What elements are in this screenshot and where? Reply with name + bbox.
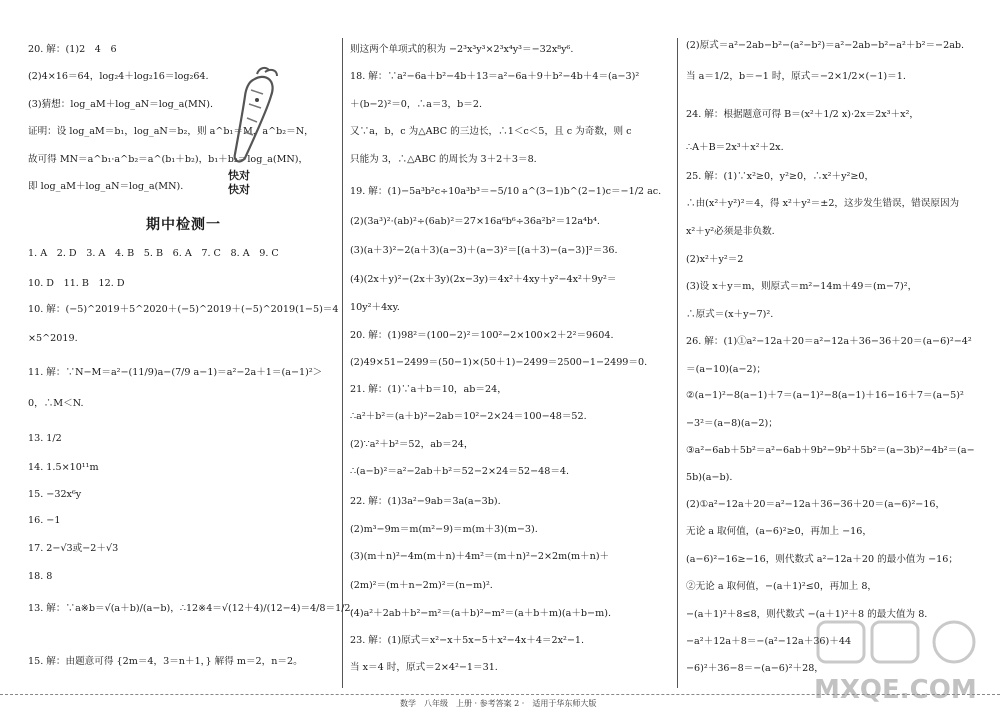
answer-line: 只能为 3，∴△ABC 的周长为 3＋2＋3＝8. xyxy=(350,154,537,165)
column-divider-left xyxy=(342,38,343,688)
answer-line: 14. 1.5×10¹¹m xyxy=(28,462,99,473)
column-divider-right xyxy=(677,38,678,688)
answer-line: ∴a²＋b²＝(a＋b)²−2ab＝10²−2×24＝100−48＝52. xyxy=(350,411,587,422)
answer-line: ∴由(x²＋y²)²＝4，得 x²＋y²＝±2，这步发生错误，错误原因为 xyxy=(686,198,960,209)
answer-line: ＋(b−2)²＝0，∴a＝3，b＝2. xyxy=(350,99,482,110)
stamp-text: 快对 xyxy=(228,169,250,182)
answer-line: ②(a−1)²−8(a−1)＋7＝(a−1)²−8(a−1)＋16−16＋7＝(a−5)² xyxy=(686,390,964,401)
answer-line: 15. 解：由题意可得 {2m＝4，3＝n＋1，} 解得 m＝2，n＝2。 xyxy=(28,656,303,667)
answer-line: (2)①a²−12a＋20＝a²−12a＋36−36＋20＝(a−6)²−16， xyxy=(686,499,946,510)
answer-line: 10y²＋4xy. xyxy=(350,302,400,313)
answer-line: (4)a²＋2ab＋b²−m²＝(a＋b)²−m²＝(a＋b＋m)(a＋b−m). xyxy=(350,608,611,619)
answer-line: ③a²−6ab＋5b²＝a²−6ab＋9b²−9b²＋5b²＝(a−3b)²−4b²＝(a− xyxy=(686,445,975,456)
answer-line: 故可得 MN＝a^b₁·a^b₂＝a^(b₁＋b₂)，b₁＋b₂＝log_a(MN)， xyxy=(28,154,309,165)
answer-line: 1. A 2. D 3. A 4. B 5. B 6. A 7. C 8. A 9. C xyxy=(28,248,279,259)
answer-line: 即 log_aM＋log_aN＝log_a(MN). xyxy=(28,181,184,192)
answer-line: 0，∴M＜N. xyxy=(28,398,84,409)
answer-line: 当 a＝1/2，b＝−1 时，原式＝−2×1/2×(−1)＝1. xyxy=(686,71,906,82)
answer-line: −(a＋1)²＋8≤8，则代数式 −(a＋1)²＋8 的最大值为 8. xyxy=(686,609,928,620)
answer-line: 19. 解：(1)−5a³b²c÷10a³b³＝−5/10 a^(3−1)b^(2−1)c＝−1/2 ac. xyxy=(350,186,662,197)
answer-line: x²＋y²必须是非负数. xyxy=(686,226,775,237)
answer-line: 23. 解：(1)原式＝x²−x＋5x−5＋x²−4x＋4＝2x²−1. xyxy=(350,635,585,646)
answer-line: (2)原式＝a²−2ab−b²−(a²−b²)＝a²−2ab−b²−a²＋b²＝−2ab. xyxy=(686,40,965,51)
answer-line: 18. 8 xyxy=(28,571,53,582)
answer-line: 又∵a，b，c 为△ABC 的三边长，∴1＜c＜5，且 c 为奇数，则 c xyxy=(350,126,632,137)
answer-line: ×5^2019. xyxy=(28,333,78,344)
answer-line: 20. 解：(1)2 4 6 xyxy=(28,44,117,55)
answer-line: 24. 解：根据题意可得 B＝(x²＋1/2 x)·2x＝2x³＋x²， xyxy=(686,109,919,120)
answer-line: ②无论 a 取何值，−(a＋1)²≤0，再加上 8， xyxy=(686,581,878,592)
answer-line: 5b)(a−b). xyxy=(686,472,733,483)
answer-line: (2m)²＝(m＋n−2m)²＝(n−m)². xyxy=(350,580,493,591)
answer-line: 15. −32x⁶y xyxy=(28,489,82,500)
watermark-logo-icon xyxy=(808,618,993,706)
answer-line: 10. 解：(−5)^2019＋5^2020＋(−5)^2019＋(−5)^2019(1−5)＝4 xyxy=(28,304,339,315)
footer-rule xyxy=(0,694,1000,695)
answer-line: (2)(3a³)²·(ab)²÷(6ab)²＝27×16a⁶b⁶÷36a²b²＝12a⁴b⁴. xyxy=(350,216,600,227)
answer-line: (3)(a＋3)²−2(a＋3)(a−3)＋(a−3)²＝[(a＋3)−(a−3)]²＝36. xyxy=(350,245,618,256)
right-column xyxy=(686,0,992,690)
answer-line: (2)m³−9m＝m(m²−9)＝m(m＋3)(m−3). xyxy=(350,524,538,535)
answer-line: ＝(a−10)(a−2)； xyxy=(686,364,766,375)
answer-line: ∴原式＝(x＋y−7)². xyxy=(686,309,774,320)
answer-line: (a−6)²−16≥−16，则代数式 a²−12a＋20 的最小值为 −16； xyxy=(686,554,958,565)
answer-line: −6)²＋36−8＝−(a−6)²＋28， xyxy=(686,663,824,674)
answer-line: 无论 a 取何值，(a−6)²≥0，再加上 −16， xyxy=(686,526,872,537)
answer-line: −a²＋12a＋8＝−(a²−12a＋36)＋44 xyxy=(686,636,852,647)
answer-line: 11. 解：∵N−M＝a²−(11/9)a−(7/9 a−1)＝a²−2a＋1＝(a−1)²＞ xyxy=(28,367,323,378)
answer-line: 25. 解：(1)∵x²≥0，y²≥0，∴x²＋y²≥0， xyxy=(686,171,875,182)
answer-line: (3)设 x＋y＝m，则原式＝m²−14m＋49＝(m−7)²， xyxy=(686,281,918,292)
answer-line: 13. 1/2 xyxy=(28,433,62,444)
answer-line: 13. 解：∵a※b＝√(a＋b)/(a−b)，∴12※4＝√(12＋4)/(12−4)＝4/8＝1/2. xyxy=(28,603,354,614)
answer-line: 16. −1 xyxy=(28,515,61,526)
watermark-text: MXQE.COM xyxy=(814,675,977,705)
answer-line: (3)猜想：log_aM＋log_aN＝log_a(MN). xyxy=(28,99,214,110)
middle-column xyxy=(350,0,668,690)
answer-line: 21. 解：(1)∵a＋b＝10，ab＝24， xyxy=(350,384,507,395)
answer-line: 证明：设 log_aM＝b₁，log_aN＝b₂，则 a^b₁＝M，a^b₂＝N， xyxy=(28,126,314,137)
answer-line: 20. 解：(1)98²＝(100−2)²＝100²−2×100×2＋2²＝9604. xyxy=(350,330,614,341)
answer-line: 10. D 11. B 12. D xyxy=(28,278,125,289)
answer-line: (4)(2x＋y)²−(2x＋3y)(2x−3y)＝4x²＋4xy＋y²−4x²＋9y²＝ xyxy=(350,274,617,285)
answer-line: ∴A＋B＝2x³＋x²＋2x. xyxy=(686,142,784,153)
answer-line: ∴(a−b)²＝a²−2ab＋b²＝52−2×24＝52−48＝4. xyxy=(350,466,570,477)
answer-line: (2)4×16＝64，log₂4＋log₂16＝log₂64. xyxy=(28,71,209,82)
answer-line: 26. 解：(1)①a²−12a＋20＝a²−12a＋36−36＋20＝(a−6)²−4² xyxy=(686,336,972,347)
answer-line: 当 x＝4 时，原式＝2×4²−1＝31. xyxy=(350,662,498,673)
answer-line: (2)x²＋y²＝2 xyxy=(686,254,744,265)
page-footer: 数学 八年级 上册 · 参考答案 2 · 适用于华东师大版 xyxy=(400,699,597,708)
stamp-text: 快对 xyxy=(228,183,250,196)
answer-line: 17. 2−√3或−2＋√3 xyxy=(28,543,119,554)
answer-line: −3²＝(a−8)(a−2)； xyxy=(686,418,778,429)
answer-line: (2)49×51−2499＝(50−1)×(50＋1)−2499＝2500−1−2499＝0. xyxy=(350,357,648,368)
answer-line: (2)∵a²＋b²＝52，ab＝24， xyxy=(350,439,474,450)
left-column xyxy=(28,0,354,690)
answer-line: 22. 解：(1)3a²−9ab＝3a(a−3b). xyxy=(350,496,501,507)
answer-line: 18. 解：∵a²−6a＋b²−4b＋13＝a²−6a＋9＋b²−4b＋4＝(a−3)² xyxy=(350,71,640,82)
carrot-mascot-icon xyxy=(205,66,285,176)
answer-line: (3)(m＋n)²−4m(m＋n)＋4m²＝(m＋n)²−2×2m(m＋n)＋ xyxy=(350,551,610,562)
answer-line: 则这两个单项式的积为 −2³x³y³×2³x⁴y³＝−32x⁸y⁶. xyxy=(350,44,574,55)
section-title: 期中检测一 xyxy=(146,217,221,233)
